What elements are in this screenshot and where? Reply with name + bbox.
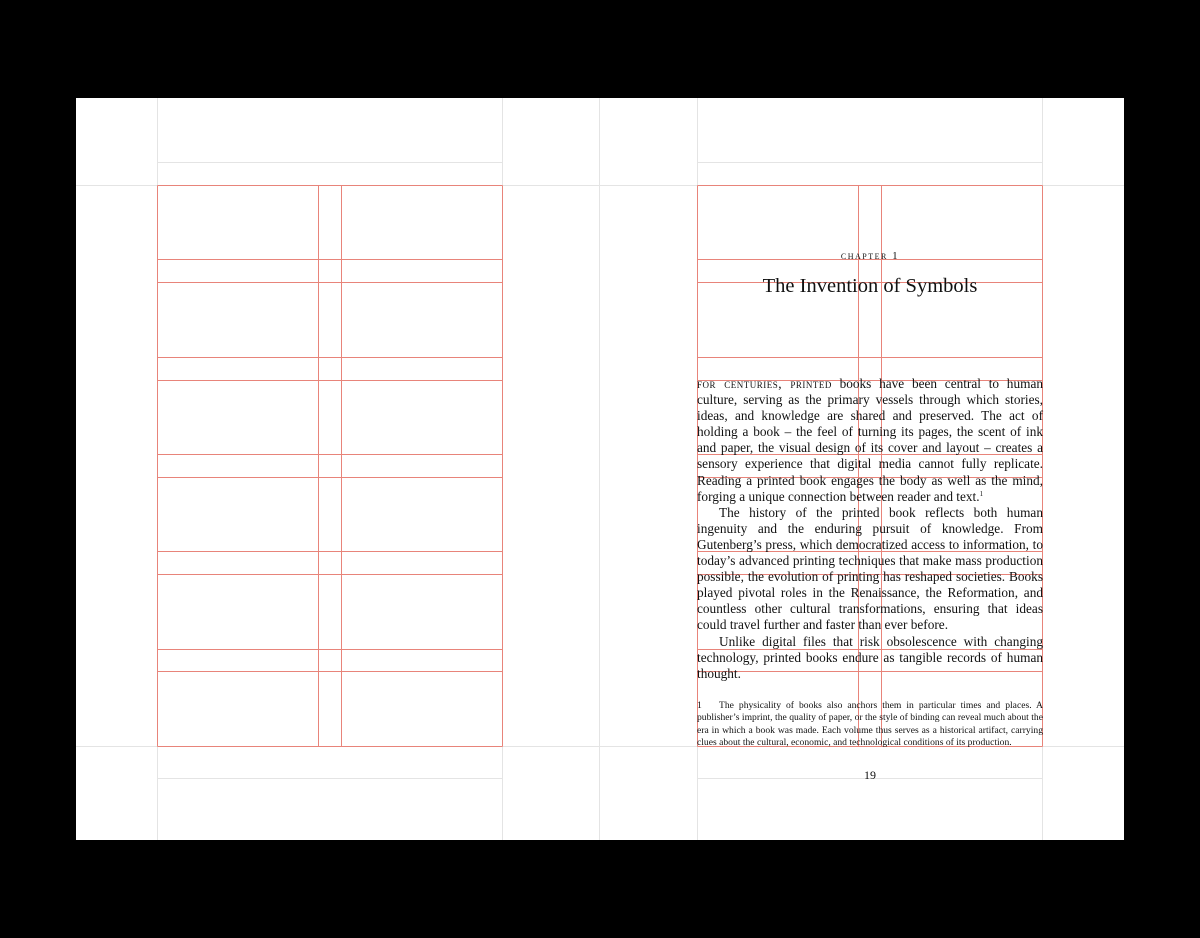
- body-text: [697, 376, 1043, 682]
- paragraph-3: Unlike digital files that risk obsolescence with changing technology, printed books endure as tangible records of human thought.: [697, 633, 1043, 681]
- paragraph-1: [697, 376, 1043, 505]
- footnote-number: 1: [697, 700, 702, 711]
- footnote: [697, 700, 1043, 750]
- paragraph-1-text: books have been central to human culture, serving as the primary vessels through which stories, ideas, and knowledge are shared and preserved. The act of holding a book – the feel of turning its pages, the scent of ink and paper, the visual design of its cover and layout – creates a sensory experience that digital media cannot fully replicate. Reading a printed book engages the body as well as the mind, forging a unique connection between reader and text.: [697, 376, 1043, 504]
- book-spread: [76, 98, 1124, 840]
- footnote-reference: 1: [979, 489, 984, 498]
- paragraph-2: The history of the printed book reflects both human ingenuity and the enduring pursuit of knowledge. From Gutenberg’s press, which democratized access to information, to today’s advanced printing techniques that make mass production possible, the evolution of printing has reshaped societies. Books played pivotal roles in the Renaissance, the Reformation, and countless other cultural transformations, ensuring that ideas could travel further and faster than ever before.: [697, 504, 1043, 633]
- lead-in: for centuries, printed: [697, 376, 832, 391]
- footnote-text: The physicality of books also anchors them in particular times and places. A publisher’s imprint, the quality of paper, or the style of binding can reveal much about the era in which a book was made. Each volume thus serves as a historical artifact, carrying clues about the cultural, economic, and technological conditions of its production.: [697, 700, 1043, 749]
- page-number: 19: [864, 768, 876, 782]
- chapter-label: chapter 1: [840, 250, 900, 262]
- chapter-title: The Invention of Symbols: [762, 275, 978, 297]
